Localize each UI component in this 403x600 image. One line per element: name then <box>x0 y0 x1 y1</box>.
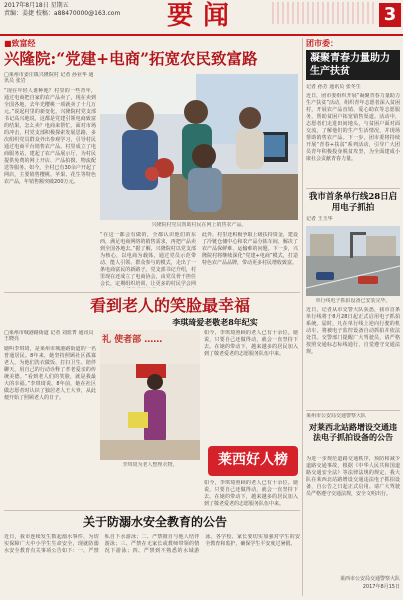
section-divider-2 <box>4 510 300 511</box>
side-top-headline-box <box>306 50 400 80</box>
top-story-tag: ■致富经 <box>4 39 36 48</box>
elder-story-photo <box>100 330 200 460</box>
police-story-signoff: 莱西市公安局交通警察大队 <box>339 576 400 582</box>
section-divider <box>4 292 300 293</box>
good-people-badge <box>208 446 298 476</box>
side-mid-headline: 我市首条单行线28日启用电子抓拍 <box>308 192 398 213</box>
elder-story-caption: 李琪琦为老人整理衣物。 <box>122 462 178 468</box>
elder-story-tail: 如今，李琪琦照顾的老人已有十余位。她说，只要自己还做得动，就会一直坚持下去。在她的带动下，越来越多的居民加入到了敬老爱老的志愿服务队伍中来。 <box>204 480 298 506</box>
middle-text-col-1: “在这一都会有做的，全都认识他们的东西，满足电商网络的销售需求，再把产品卖到全国各地去。”据了解，兴隆院村以党支部为核心，以电商为载体，通过党员示范带动、能人引领、群众参与的模式，走出了一条电商富民的新路子。党支部书记介绍，村里现在还成立了电商协会，由党员骨干担任会长，定期组织培训，让更多的村民学会网 <box>100 232 196 287</box>
side-divider-2 <box>306 410 400 411</box>
top-story-body: “现在年轻人谁种地？村里的一些青年，通过电商把自家的农产品卖了，现在卖到全国各地，去年光樱桃一项就卖了十几万元。”说起村里的新变化，兴隆院村党支部书记高兴地说，这都是党建引领电商致富的结果。怎么卖？电商来帮忙。面对市场的冲击，村党支部积极探索发展思路，多次组织党员群众外出参观学习，引导村民通过电商平台销售农产品。村里成立了电商服务站，建起了农产品展示厅，为村民提供免费的网上开店、产品拍摄、物流配送等服务。如今，全村已有30余户开起了网店，主要销售樱桃、苹果、花生等特色农产品，年销售额突破200万元。 <box>4 88 96 185</box>
side-mid-byline: 记者 王玉华 <box>306 216 333 222</box>
side-top-body: 近日，团市委组织开展“凝聚青春力量助力生产扶贫”活动，组织青年志愿者深入贫困村，开展农产品直销、爱心助农等志愿服务，帮助贫困户拓宽销售渠道。活动中，志愿者们走进田间地头，与贫困户面对面交流，了解他们的生产生活情况，并现场帮助销售农产品。下一步，团市委将持续开展“青春+扶贫”系列活动，引导广大团员青年积极投身脱贫攻坚，为全面建成小康社会贡献青春力量。 <box>306 93 400 162</box>
elder-story-headline: 看到老人的笑脸最幸福 <box>89 296 250 315</box>
side-top-tag: 团市委： <box>306 39 338 48</box>
masthead-decoration <box>272 2 376 24</box>
elder-story-body-2: 如今，李琪琦照顾的老人已有十余位。她说，只要自己还做得动，就会一直坚持下去。在她的带动下，越来越多的居民加入到了敬老爱老的志愿服务队伍中来。 <box>204 330 298 357</box>
side-top-byline: 记者 孙芳 通讯员 张冬生 <box>306 84 361 90</box>
good-people-badge-text: 莱西好人榜 <box>218 452 288 468</box>
middle-text-col-2: 此外，村里还积极争取上级扶持资金，建设了冷链仓储中心和农产品分拣车间，解决了农产品保鲜难、运输难的问题。下一步，兴隆院村将继续深化“党建+电商”模式，打造特色农产品品牌，带动更多村民增收致富。 <box>202 232 298 266</box>
section-title: 要闻 <box>166 1 239 31</box>
side-mid-photo <box>306 226 400 296</box>
top-story-photo <box>100 74 298 220</box>
editor-line: 责编：姜捷 校稿：a88470000@163.com <box>4 10 121 17</box>
top-story-caption: 兴隆院村党员帮助村民在网上销售农产品。 <box>151 222 247 228</box>
side-divider-1 <box>306 188 400 189</box>
police-story-body: 为进一步规范道路交通秩序，预防和减少道路交通事故，根据《中华人民共和国道路交通安全法》等法律法规的规定，我大队在莱西北站路增设交通违法电子抓拍设备，自公告之日起正式启用。请广大驾驶员严格遵守交通法规，安全文明出行。 <box>306 456 400 497</box>
police-story-date: 2017年8月15日 <box>362 584 400 590</box>
top-story-headline: 兴隆院:“党建+电商”拓宽农民致富路 <box>4 49 258 68</box>
safety-notice-headline: 关于防溺水安全教育的公告 <box>82 515 227 529</box>
side-mid-photo-image <box>306 226 400 296</box>
elder-story-byline: □莱州市城港路街道 记者 刘蓝菁 通讯员 王晓亮 <box>4 330 94 342</box>
elder-story-body: 她叫李琪琦，是莱州市城港路街道的一名普通居民。8年来，她坚持照顾社区孤寡老人，为他们洗衣做饭、打扫卫生、陪伴聊天，用自己的行动诠释了孝老爱亲的传统美德。“看到老人们的笑脸，就是我最大的幸福。”李琪琦说。8年前，她在社区做志愿者时认识了独居老人王大爷，从此便开始了照顾老人的日子。 <box>4 346 96 401</box>
safety-notice-body: 近日，我市连续发生数起溺水事件，为切实保障广大中小学生生命安全，现就防溺水安全教育有关事项公告如下：一、严禁私自下水游泳；二、严禁擅自与他人结伴游泳；三、严禁在无家长或教师带领的情况下游泳；四、严禁到不熟悉的水域游泳。各学校、家长要切实加强对学生的安全教育和监护，确保学生平安度过暑假。 <box>4 534 300 554</box>
column-divider <box>302 38 303 596</box>
elder-banner-text: 礼 使者部 …… <box>102 335 163 345</box>
page-number: 3 <box>379 3 401 27</box>
side-top-headline: 凝聚青春力量助力生产扶贫 <box>310 53 390 77</box>
elder-story-photo-image <box>100 330 200 460</box>
police-story-headline: 对莱西北站路增设交通违法电子抓拍设备的公告 <box>309 422 397 442</box>
top-story-photo-image <box>100 74 298 220</box>
police-story-byline: 莱州市公安局交通警察大队 <box>306 413 367 419</box>
masthead-meta <box>4 2 120 18</box>
top-story-byline: □莱州市姜庄镇兴隆院村 记者 孙业华 通讯员 张岩 <box>4 72 94 84</box>
elder-story-subhead: 李琪琦爱老敬老8年纪实 <box>172 317 258 327</box>
side-mid-body: 近日，记者从市交警大队获悉，我市首条单行线将于8月28日起正式启用电子抓拍系统。届时，凡在单行线上逆向行驶的机动车，将被电子监控设备自动抓拍并依法处罚。交警部门提醒广大驾驶员，请严格按照交通标志标线通行，自觉遵守交通法规。 <box>306 307 400 355</box>
masthead <box>0 0 403 36</box>
side-mid-caption: 单行线电子抓拍设备已安装完毕。 <box>315 298 391 304</box>
date-line: 2017年8月18日 星期五 <box>4 2 69 9</box>
